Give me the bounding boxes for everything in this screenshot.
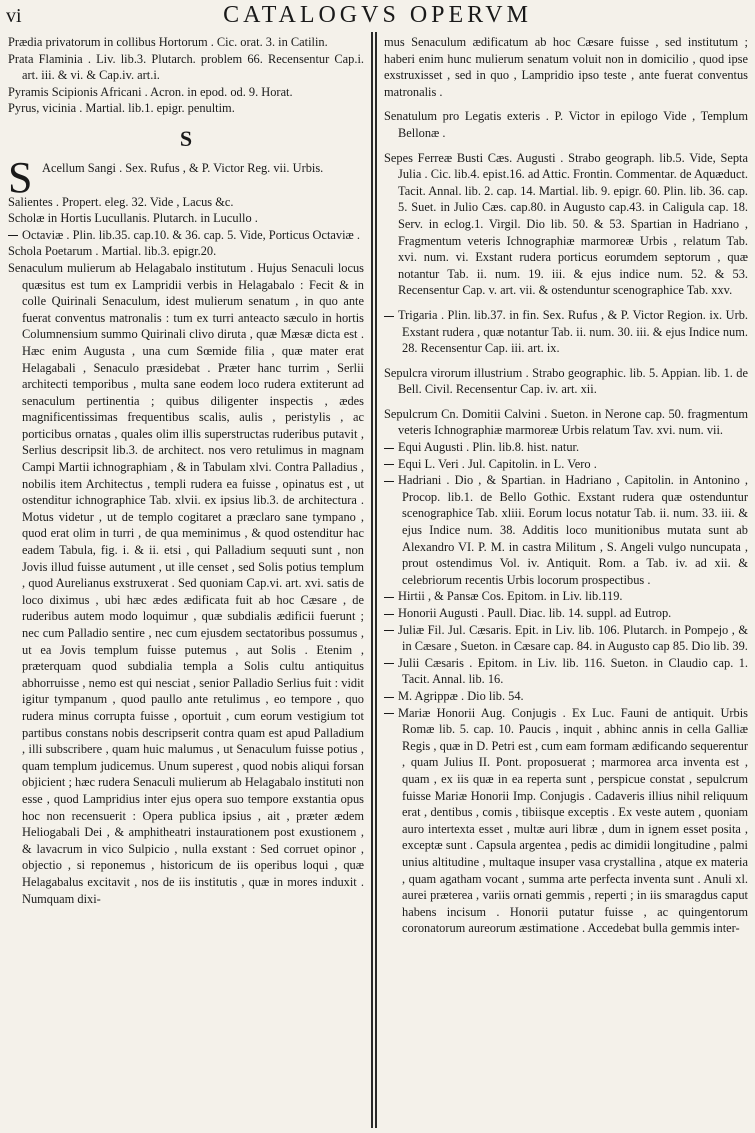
continued-text: mus Senaculum ædificatum ab hoc Cæsare fuisse , sed institutum ; haberi enim hunc mulierum senatum voluit non in domicilio , quod ipse exstruxisset , sed in quo , Lampridio ipso teste , ante fuerat conventus matronalis . [384,35,748,99]
entry-text: Senatulum pro Legatis exteris . P. Victor in epilogo Vide , Templum Bellonæ . [384,109,748,140]
repeat-dash [384,448,394,449]
catalog-entry [384,688,748,705]
entry-text: Sepulcra virorum illustrium . Strabo geographic. lib. 5. Appian. lib. 1. de Bell. Civil. Recensentur Cap. iv. art. xii. [384,365,748,397]
dropcap-entry-text: Acellum Sangi . Sex. Rufus , & P. Victor Reg. vii. Urbis. [42,160,324,175]
entry-text: Hirtii , & Pansæ Cos. Epitom. in Liv. lib.119. [398,589,623,604]
right-column [384,34,748,937]
repeat-dash [384,464,394,465]
catalog-entry: Prata Flaminia . Liv. lib.3. Plutarch. problem 66. Recensentur Cap.i. art. iii. & vi. & Cap.iv. art.i. [8,51,364,83]
running-title: CATALOGVS OPERVM [223,2,532,28]
catalog-entry [384,472,748,588]
repeat-dash [384,481,394,482]
entry-text: Julii Cæsaris . Epitom. in Liv. lib. 116. Sueton. in Claudio cap. 1. Tacit. Annal. lib. 16. [398,655,748,687]
catalog-entry: Pyramis Scipionis Africani . Acron. in epod. od. 9. Horat. [8,84,293,99]
page-header [0,2,755,32]
catalog-entry [384,588,748,605]
entry-text: Equi Augusti . Plin. lib.8. hist. natur. [398,440,580,455]
entry-text: Octaviæ . Plin. lib.35. cap.10. & 36. cap. 5. Vide, Porticus Octaviæ . [22,227,361,242]
entry-text: Hadriani . Dio , & Spartian. in Hadriano , Capitolin. in Antonino , Procop. lib.1. de Bello Gothic. Exstant rudera quæ ostenduntur scenographice Tab. xliii. Eorum locus notatur Tab. ii. num. 33. iii. & ejus Indice num. 38. Additis loco munitionibus mutata sunt ab Alexandro VI. P. M. in castra Militum , S. Angeli vulgo nuncupata , prout ostendimus Vol. iv. Antiquit. Rom. a Tab. iv. ad xii. & celebriorum recentis Urbis locorum prospectibus . [398,473,748,587]
repeat-dash [384,630,394,631]
entry-text: Trigaria . Plin. lib.37. in fin. Sex. Rufus , & P. Victor Region. ix. Urb. Exstant rudera , quæ notantur Tab. ii. num. 30. iii. & ejus Indice num. 28. Recensentur Cap. iii. art. ix. [398,307,748,356]
right-entries [384,108,748,937]
entry-text: Salientes . Propert. eleg. 32. Vide , Lacus &c. [8,194,234,209]
catalog-entry [384,365,748,398]
spacer [384,100,748,108]
spacer [384,299,748,307]
catalog-entry [384,456,748,473]
left-mid-entries [8,194,364,260]
catalog-entry [384,705,748,937]
entry-text: M. Agrippæ . Dio lib. 54. [398,688,524,703]
left-top-entries [8,34,364,117]
catalog-entry: Pyrus, vicinia . Martial. lib.1. epigr. penultim. [8,101,235,116]
spacer [384,142,748,150]
catalog-entry [8,227,364,244]
senaculum-entry: Senaculum mulierum ab Helagabalo institutum . Hujus Senaculi locus quæsitus est tum ex Lampridii verbis in Helagabalo : Fecit & in colle Quirinali Senaculum, idest mulierum senatum , in quo ante fuerat conventus matronalis : tum ex turri anteacto sæculo in hortis Columnensium summo Quirinali clivo diruta , quæ Mæsæ dicta est . Hæc enim Augusta , una cum Sœmide filia , quæ mater erat Helagabali , Senaculo præsidebat . Præter hanc turrim , Serlii architecti temporibus , multa sane eodem loco rudera extiterunt ad senaculum pertinentia ; quibus diligenter inspectis , ædes magnificentissimas frequentibus scalis, aulis , peristylis , ac porticibus ornatas , quales olim illis superstructas ruderibus putavit , Serlius descripsit lib.3. de architect. nos vero retulimus in magnam Campi Martii ichnographiam , & in Tabulam xlvi. Contra Palladius , nobilis item Architectus , templi rudera ea fuisse , opinatus est , ut ostenditur ichnographice Tab. xlvii. ex ipsius lib.3. de architectura . Motus videtur , ut de templo cogitaret a præclaro sane tympano , quod erat olim in turri , de qua meminimus , & quod ostenditur hac eadem Tabula, fig. i. & ii. etsi , qui Palladium sequuti sunt , non Jovis illud fuisse autument , ut ille censet , sed Solis potius templum , quod Aurelianus exstruxerat . Sed quoniam Cap.vi. art. xvi. satis de loco diximus , ubi hæc ædes ædificata fuit ab hoc Cæsare , de ruderibus autem modo loquimur , quæ subdialis ædificii fuerunt ; nec cum Palladio sentire , nec cum ejusdem sectatoribus possumus , ut ea Jovis templum fuisse putemus , aut Solis . Etenim , præterquam quod subdialia templa a Solis cultu antiquitus abhorruisse , nemo est qui nesciat , senior Palladio Serlius fuit : vidit igitur tympanum , quod paullo ante retulimus , eo tempore , quo rudera minus corrupta fuisse , oportuit , cum eorum vestigium tot partibus constans nobis descripserit contra quam est apud Palladium , illi subscribere , quam huic malumus , ut Senaculum fuisse potius , quam templum judicemus. Unum superest , quod nobis aliqui forsan objicient ; hæc rudera Senaculi mulierum ab Helagabalo instituti non esse , quod Lampridius inter ejus opera suo tempore exstantia opus hoc non recensuerit : Opera publica ipsius , ait , præter ædem Heliogabali Dei , & amphitheatri instaurationem post exustionem , & lavacrum in vico Sulpicio , nulla exstant : Sed corruet opinor , objectio , si reponemus , historicum de iis operibus loqui , quæ Helagabalus excitavit , nos de iis institutis , quæ in mores induxit . Numquam dixi- [8,260,364,906]
entry-text: Scholæ in Hortis Lucullanis. Plutarch. in Lucullo . [8,211,258,226]
repeat-dash [8,235,18,236]
catalog-entry [384,406,748,439]
entry-text: Sepulcrum Cn. Domitii Calvini . Sueton. in Nerone cap. 50. fragmentum veteris Ichnographiæ marmoreæ Urbis relatum Tav. xvi. num. vii. [384,406,748,438]
entry-text: Equi L. Veri . Jul. Capitolin. in L. Vero . [398,456,597,471]
repeat-dash [384,663,394,664]
entry-text: Juliæ Fil. Jul. Cæsaris. Epit. in Liv. lib. 106. Plutarch. in Pompejo , & in Cæsare , Sueton. in Cæsare cap. 84. in Augusto cap 85. Dio lib. 39. [398,622,748,654]
section-letter: S [179,125,193,151]
column-rule-right [375,32,377,1128]
entry-text: Mariæ Honorii Aug. Conjugis . Ex Luc. Fauni de antiquit. Urbis Romæ lib. 5. cap. 10. Paucis , inquit , abhinc annis in cella Galliæ Regis , quæ in D. Petri est , cum eam formam ædificando sequerentur , quam Julius II. Pont. proposuerat ; marmorea arca inventa est , quam , ex iis quæ in ea reperta sunt , perspicue constat , sepulcrum fuisse Mariæ Honorii Imp. Conjugis . Cadaveris illius nihil reliquum erat , dentibus , comis , tibiisque exceptis . Ex veste autem , quoniam auro intertexta esset , multæ auri libræ , dum in ignem esset posita , exceptæ sunt . Capsula argentea , pedis ac dimidii longitudine , palmi unius altitudine , multaque insuper vasa crystallina , atque ex materia , quam agatham vocant , summa arte perfecta inventa sunt . Anuli xl. aurei præterea , variis ornati gemmis , reperti ; in iis smaragdus caput habens incisum . Honorii putatur fuisse , ac quingentorum coronatorum aureorum æstimatione . Accedebat bulla gemmis inter- [398,705,748,936]
catalog-entry [8,194,364,211]
repeat-dash [384,597,394,598]
left-column [8,34,364,907]
entry-text: Honorii Augusti . Paull. Diac. lib. 14. suppl. ad Eutrop. [398,606,672,620]
entry-text: Schola Poetarum . Martial. lib.3. epigr.20. [8,244,217,259]
catalog-entry [8,210,364,227]
column-rule-left [371,32,373,1128]
catalog-entry [384,605,748,622]
catalog-entry [8,243,364,260]
repeat-dash [384,713,394,714]
catalog-entry [384,307,748,357]
catalog-entry [384,439,748,456]
catalog-entry [384,108,748,141]
catalog-entry: Prædia privatorum in collibus Hortorum . Cic. orat. 3. in Catilin. [8,35,328,49]
repeat-dash [384,614,394,615]
catalog-entry [384,655,748,688]
catalog-entry [384,622,748,655]
drop-cap: S [8,152,33,202]
folio-number: vi [6,5,22,27]
catalog-entry [384,150,748,299]
spacer [384,398,748,406]
spacer [384,357,748,365]
entry-text: Sepes Ferreæ Busti Cæs. Augusti . Strabo geograph. lib.5. Vide, Septa Julia . Cic. lib.4. epist.16. ad Attic. Frontin. Commentar. de Aquæduct. Tacit. Annal. lib. 2. cap. 14. Martial. lib. 9. epigr. 60. Plin. lib. 36. cap. 5. Suet. in Julio Cæs. cap.80. in Augusto cap.43. in Caligula cap. 18. Serv. in eclog.1. Virgil. Dio lib. 50. & 53. Spartian in Hadriano , Fragmentum veteris Ichnographiæ marmoreæ Urbis , relatum Tab. xvi. num. vi. Exstant rudera porticus eorumdem septorum , quæ notantur Tab. ii. num. 19. iii. & ejus indice num. 52. & 53. Recensentur Cap. v. art. vii. & ostenduntur scenographice Tab. xxv. [384,150,748,298]
repeat-dash [384,316,394,317]
repeat-dash [384,697,394,698]
